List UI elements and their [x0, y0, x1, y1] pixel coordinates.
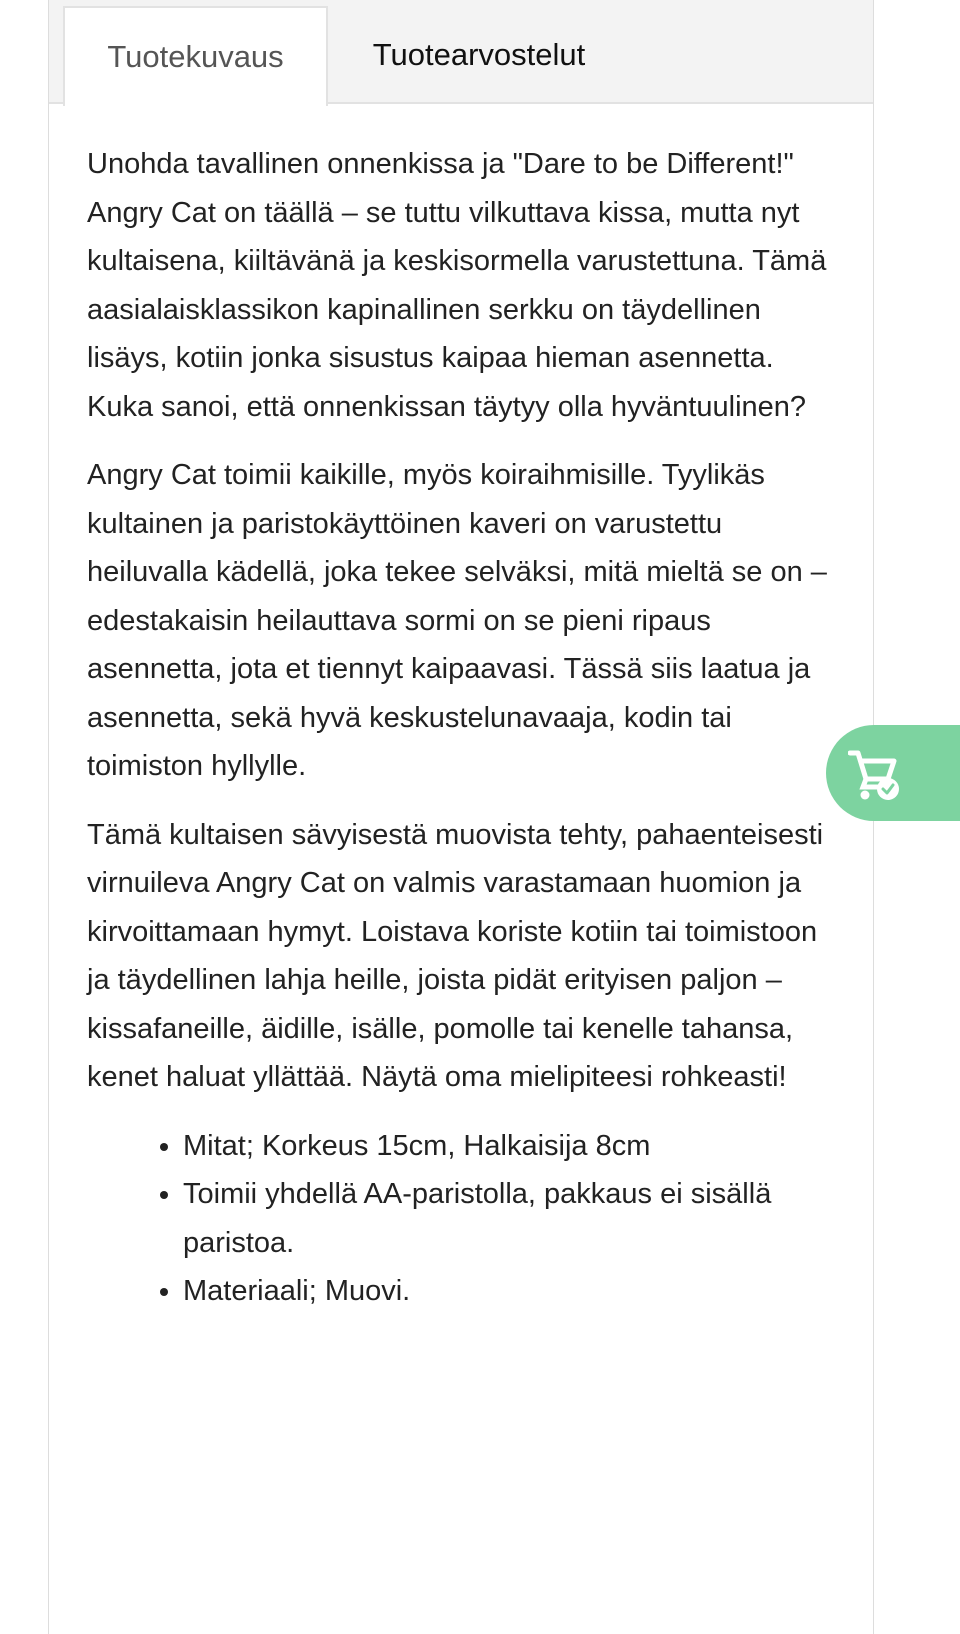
spec-list: [87, 1122, 837, 1316]
floating-cart-button[interactable]: [826, 725, 960, 821]
cart-check-icon: [848, 747, 904, 801]
tab-bar: [49, 0, 873, 104]
description-paragraph: Tämä kultaisen sävyisestä muovista tehty, pahaenteisesti virnuileva Angry Cat on valmis varastamaan huomion ja kirvoittamaan hymyt. Loistava koriste kotiin tai toimistoon ja täydellinen lahja heille, joista pidät erityisen paljon – kissafaneille, äidille, isälle, pomolle tai kenelle tahansa, kenet haluat yllättää. Näytä oma mielipiteesi rohkeasti!: [87, 818, 824, 1093]
description-paragraph: Unohda tavallinen onnenkissa ja "Dare to be Different!" Angry Cat on täällä – se tuttu vilkuttava kissa, mutta nyt kultaisena, kiiltävänä ja keskisormella varustettuna. Tämä aasialaisklassikon kapinallinen serkku on täydellinen lisäys, kotiin jonka sisustus kaipaa hieman asennetta. Kuka sanoi, että onnenkissan täytyy olla hyväntuulinen?: [87, 148, 827, 423]
description-paragraph: Angry Cat toimii kaikille, myös koiraihmisille. Tyylikäs kultainen ja paristokäyttöinen kaveri on varustettu heiluvalla kädellä, joka tekee selväksi, mitä mieltä se on – edestakaisin heilauttava sormi on se pieni ripaus asennetta, jota et tiennyt kaipaavasi. Tässä siis laatua ja asennetta, sekä hyvä keskustelunavaaja, kodin tai toimiston hyllylle.: [87, 459, 827, 782]
spec-item: • Mitat; Korkeus 15cm, Halkaisija 8cm: [183, 1122, 837, 1171]
product-description: [87, 140, 837, 1316]
spec-item: • Toimii yhdellä AA-paristolla, pakkaus ei sisällä paristoa.: [183, 1170, 837, 1267]
tab-reviews[interactable]: Tuotearvostelut: [372, 37, 586, 72]
spec-item: • Materiaali; Muovi.: [183, 1267, 837, 1316]
tab-description[interactable]: Tuotekuvaus: [63, 6, 328, 106]
product-tabs-panel: [48, 0, 874, 1634]
